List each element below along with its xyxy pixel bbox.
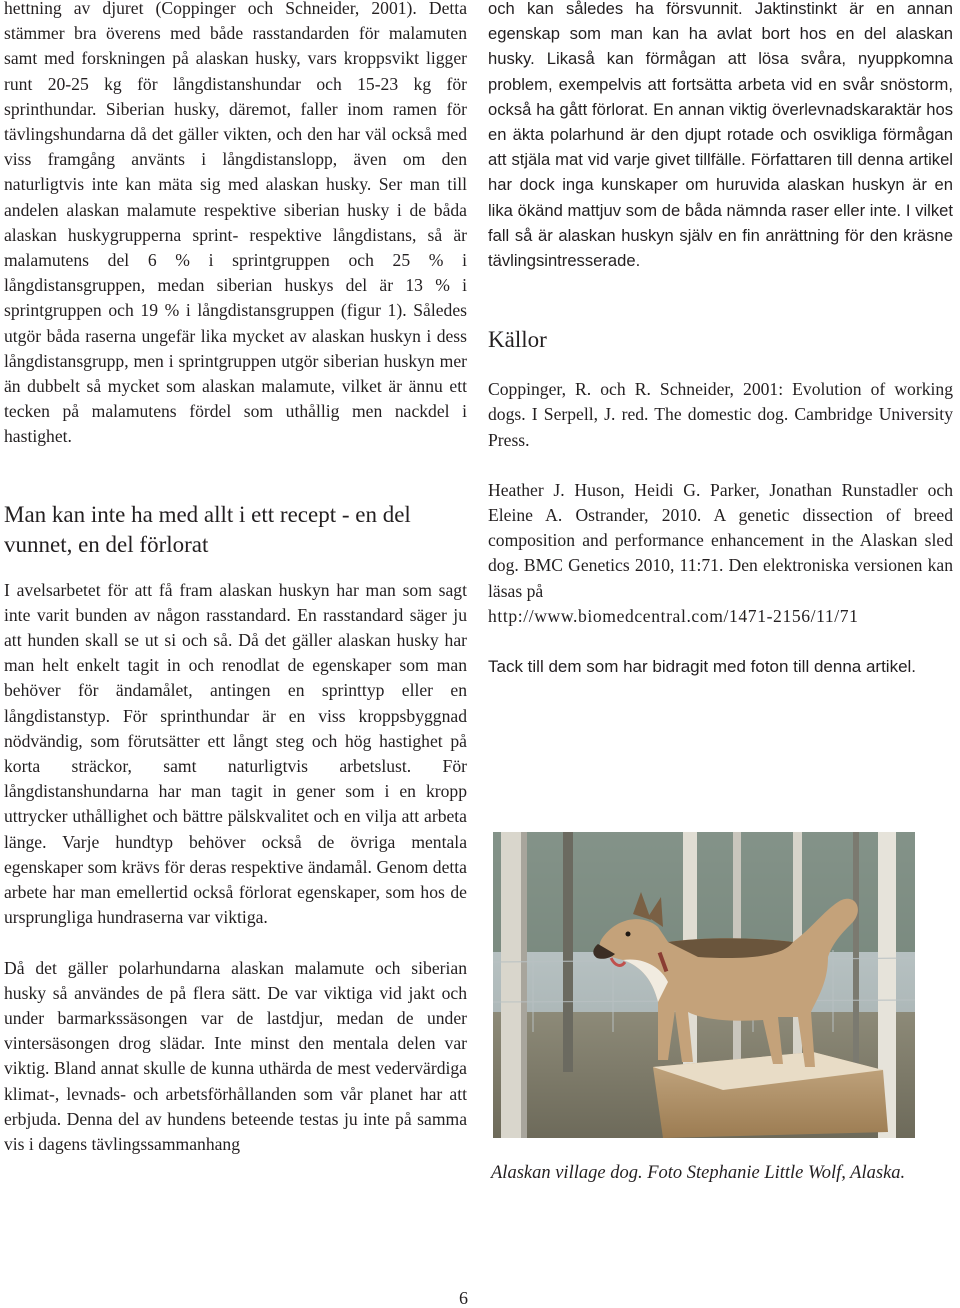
left-paragraph-1: hettning av djuret (Coppinger och Schneider, 2001). Detta stämmer bra överens med både rasstandarden för malamuten samt med forskningen på alaskan husky, vars kroppsvikt ligger runt 20-25 kg för långdistanshundar och 15-23 kg för sprinthundar. Siberian husky, däremot, faller inom ramen för tävlingshundarna då det gäller vikten, och den har väl också med viss framgång använts i långdistanslopp, även om den naturligtvis inte kan mäta sig med alaskan husky. Ser man till andelen alaskan malamute respektive siberian husky i de båda alaskan huskygrupperna sprint- respektive långdistans, så är malamutens del 6 % i sprintgruppen och 25 % i långdistansgruppen, medan siberian huskys del är 13 % i sprintgruppen och 19 % i långdistansgruppen (figur 1). Således utgör båda raserna ungefär lika mycket av alaskan huskyn i dess långdistansgrupp, men i sprintgruppen utgör siberian huskyn mer än dubbelt så mycket som alaskan malamute, vilket är ännu ett tecken på malamutens fördel som uthållig men nackdel i hastighet. — [4, 0, 467, 447]
section-heading: Man kan inte ha med allt i ett recept - en del vunnet, en del förlorat — [4, 501, 411, 557]
acknowledgement: Tack till dem som har bidragit med foton till denna artikel. — [488, 657, 917, 677]
right-paragraph-1: och kan således ha försvunnit. Jaktinstinkt är en annan egenskap som man kan ha avlat bort hos en del alaskan husky. Likaså kan förmågan att lösa svåra, nyuppkomna problem, exempelvis att fortsätta arbeta vid en svår snöstorm, också ha gått förlorat. En annan viktig överlevnadskaraktär hos en äkta polarhund är den djupt rotade och osvikliga förmågan att stjäla mat vid varje givet tillfälle. Författaren till denna artikel har dock inga kunskaper om huruvida alaskan huskyn är en lika ökänd mattjuv som de båda nämnda raser eller inte. I vilket fall så är alaskan huskyn själv en fin anrättning för den kräsne tävlingsintresserade. — [488, 0, 953, 271]
dog-photo — [493, 832, 915, 1138]
reference-coppinger: Coppinger, R. och R. Schneider, 2001: Evolution of working dogs. I Serpell, J. red. The domestic dog. Cambridge University Press. — [488, 379, 953, 450]
right-column — [488, 0, 953, 679]
reference-url: http://www.biomedcentral.com/1471-2156/11/71 — [488, 605, 859, 626]
sources-heading: Källor — [488, 327, 547, 353]
page-number: 6 — [459, 1288, 468, 1308]
reference-huson — [488, 478, 953, 629]
left-paragraph-2: I avelsarbetet för att få fram alaskan huskyn har man som sagt inte varit bunden av någon rasstandard. En rasstandard säger ju att hunden skall se ut si och så. Då det gäller alaskan husky har man helt enkelt tagit in och renodlat de egenskaper som man behöver för ändamålet, antingen en sprinttyp eller en långdistanstyp. För sprinthundar är en viss kroppsbyggnad nödvändig, som förutsätter ett långt steg och hög hastighet på korta sträckor, samt naturligtvis arbetslust. För långdistanshundarna har man tagit in gener som i en kropp uttrycker uthållighet och bättre pälskvalitet och en vilja att arbeta länge. Varje hundtyp behöver också de övriga mentala egenskaper som krävs för deras respektive ändamål. Genom detta arbete har man emellertid också förlorat egenskaper, som hos de ursprungliga hundraserna var viktiga. — [4, 579, 467, 928]
left-paragraph-3: Då det gäller polarhundarna alaskan malamute och siberian husky så användes de på flera sätt. De var viktiga vid jakt och under barmarkssäsongen var de lastdjur, medan de under vintersäsongen drog slädar. Inte minst den mentala delen var viktig. Bland annat skulle de kunna uthärda de mest vedervärdiga klimat-, levnads- och arbetsförhållanden som vår planet har att erbjuda. Denna del av hundens beteende testas ju inte på samma vis i dagens tävlingssammanhang — [4, 957, 467, 1154]
reference-huson-text: Heather J. Huson, Heidi G. Parker, Jonathan Runstadler och Eleine A. Ostrander, 2010. A genetic dissection of breed composition and performance enhancement in the Alaskan sled dog. BMC Genetics 2010, 11:71. Den elektroniska versionen kan läsas på — [488, 479, 953, 601]
photo-caption: Alaskan village dog. Foto Stephanie Little Wolf, Alaska. — [491, 1163, 906, 1183]
left-column — [4, 0, 467, 1157]
